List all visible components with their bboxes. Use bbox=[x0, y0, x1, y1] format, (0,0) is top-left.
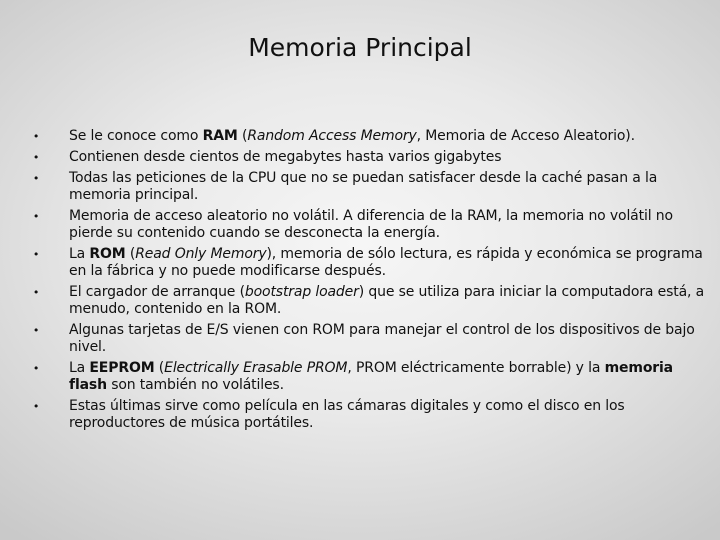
bullet-text-bold: RAM bbox=[202, 128, 238, 144]
bullet-item bbox=[32, 322, 710, 356]
bullet-text-italic: bootstrap loader bbox=[244, 284, 359, 300]
bullet-item bbox=[32, 398, 710, 432]
bullet-dot-icon: • bbox=[32, 248, 40, 261]
bullet-text-bold: ROM bbox=[89, 246, 126, 262]
bullet-text-run: , Memoria de Acceso Aleatorio). bbox=[416, 128, 635, 144]
bullet-text bbox=[69, 360, 710, 394]
bullet-text-run: ( bbox=[125, 246, 136, 262]
bullet-item bbox=[32, 149, 710, 166]
bullet-text-run: Contienen desde cientos de megabytes hasta varios gigabytes bbox=[69, 149, 502, 165]
bullet-text-run: , PROM eléctricamente borrable) y la bbox=[347, 360, 605, 376]
bullet-text-italic: Read Only Memory bbox=[135, 246, 267, 262]
bullet-text-run: ( bbox=[237, 128, 248, 144]
bullet-text-run: La bbox=[69, 360, 90, 376]
bullet-text-run: ), memoria de sólo lectura, es rápida y económica se programa en la fábrica y no puede modificarse después. bbox=[69, 246, 703, 279]
bullet-item bbox=[32, 284, 710, 318]
bullet-text-bold: EEPROM bbox=[89, 360, 155, 376]
bullet-dot-icon: • bbox=[32, 210, 40, 223]
bullet-text-run: Estas últimas sirve como película en las cámaras digitales y como el disco en los reproductores de música portátiles. bbox=[69, 398, 625, 431]
bullet-text-run: La bbox=[69, 246, 90, 262]
bullet-text bbox=[69, 170, 710, 204]
bullet-text bbox=[69, 246, 710, 280]
bullet-item bbox=[32, 128, 710, 145]
bullet-text bbox=[69, 322, 710, 356]
bullet-dot-icon: • bbox=[32, 151, 40, 164]
bullet-dot-icon: • bbox=[32, 172, 40, 185]
bullet-item bbox=[32, 360, 710, 394]
bullet-text-run: Algunas tarjetas de E/S vienen con ROM para manejar el control de los dispositivos de bajo nivel. bbox=[69, 322, 695, 355]
bullet-list bbox=[32, 128, 710, 436]
bullet-text-run: ( bbox=[154, 360, 165, 376]
bullet-text-italic: Electrically Erasable PROM bbox=[164, 360, 348, 376]
bullet-text-run: Se le conoce como bbox=[69, 128, 203, 144]
bullet-text bbox=[69, 128, 710, 145]
bullet-text bbox=[69, 208, 710, 242]
bullet-item bbox=[32, 208, 710, 242]
bullet-dot-icon: • bbox=[32, 130, 40, 143]
bullet-text-bold: memoria flash bbox=[69, 360, 673, 393]
slide-title: Memoria Principal bbox=[248, 33, 472, 62]
bullet-text-run: son también no volátiles. bbox=[106, 377, 284, 393]
bullet-item bbox=[32, 170, 710, 204]
bullet-dot-icon: • bbox=[32, 400, 40, 413]
bullet-text-run: Todas las peticiones de la CPU que no se puedan satisfacer desde la caché pasan a la memoria principal. bbox=[69, 170, 658, 203]
bullet-text bbox=[69, 398, 710, 432]
bullet-dot-icon: • bbox=[32, 286, 40, 299]
bullet-text bbox=[69, 284, 710, 318]
bullet-text-run: El cargador de arranque ( bbox=[69, 284, 245, 300]
bullet-dot-icon: • bbox=[32, 324, 40, 337]
bullet-text bbox=[69, 149, 710, 166]
bullet-item bbox=[32, 246, 710, 280]
bullet-text-run: ) que se utiliza para iniciar la computadora está, a menudo, contenido en la ROM. bbox=[69, 284, 705, 317]
bullet-text-italic: Random Access Memory bbox=[247, 128, 417, 144]
bullet-dot-icon: • bbox=[32, 362, 40, 375]
bullet-text-run: Memoria de acceso aleatorio no volátil. A diferencia de la RAM, la memoria no volátil no pierde su contenido cuando se desconecta la energía. bbox=[69, 208, 673, 241]
